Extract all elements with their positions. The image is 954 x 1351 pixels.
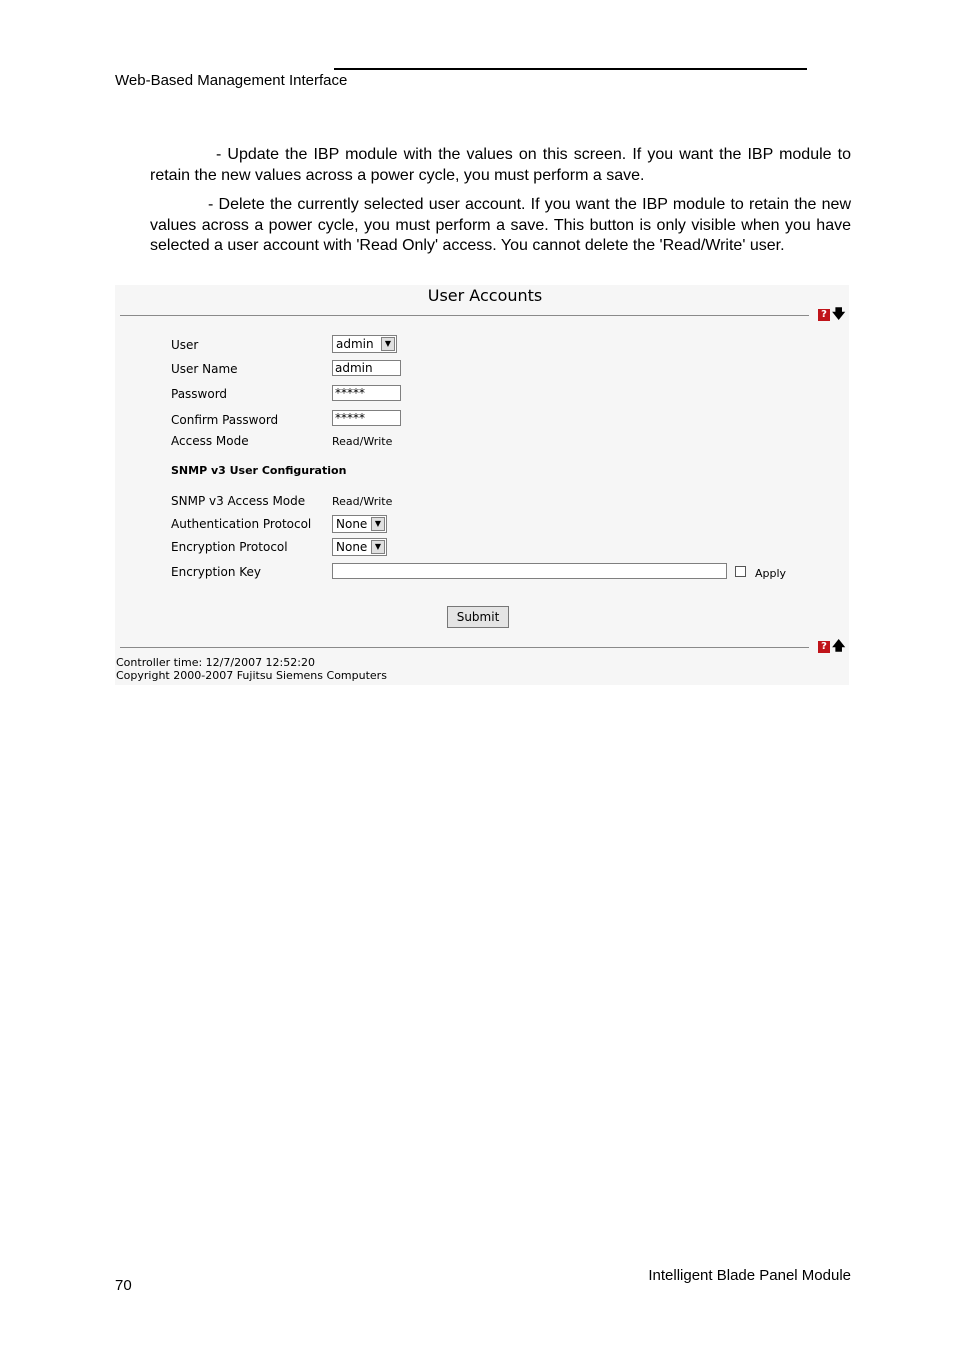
enc-protocol-select[interactable] [332,538,387,556]
user-select-value: admin [336,337,374,351]
auth-protocol-value: None [336,517,368,531]
screen-title: User Accounts [427,286,543,305]
enc-protocol-value: None [336,540,368,554]
access-mode-value: Read/Write [332,435,393,448]
bottom-divider [120,647,809,648]
help-icon[interactable]: ? [818,309,830,321]
user-accounts-screen [115,285,849,685]
product-name: Intelligent Blade Panel Module [648,1267,851,1284]
confirm-password-input[interactable]: ***** [332,410,401,426]
auth-protocol-label: Authentication Protocol [171,517,312,531]
apply-label: Apply [755,567,787,580]
snmp-section-title: SNMP v3 User Configuration [171,464,347,477]
update-description: - Update the IBP module with the values on this screen. If you want the IBP module to retain the new values across a power cycle, you must perform a save. [150,146,851,184]
password-input[interactable]: ***** [332,385,401,401]
username-input[interactable]: admin [332,360,401,376]
top-divider [120,315,809,316]
delete-description: - Delete the currently selected user account. If you want the IBP module to retain the new values across a power cycle, you must perform a save. This button is only visible when you have selected a user account with 'Read Only' access. You cannot delete the 'Read/Write' user. [150,196,851,254]
header-rule [334,68,807,70]
snmp-access-label: SNMP v3 Access Mode [171,494,306,508]
chevron-down-icon: ▼ [371,517,385,531]
help-icon[interactable]: ? [818,641,830,653]
submit-button[interactable]: Submit [447,606,509,628]
enc-key-input[interactable] [332,563,727,579]
enc-protocol-label: Encryption Protocol [171,540,288,554]
controller-time: Controller time: 12/7/2007 12:52:20 [116,656,315,669]
user-label: User [171,338,199,352]
access-mode-label: Access Mode [171,434,249,448]
arrow-up-icon[interactable]: 🡅 [832,639,846,654]
username-label: User Name [171,362,238,376]
confirm-password-label: Confirm Password [171,413,279,427]
chevron-down-icon: ▼ [371,540,385,554]
enc-key-label: Encryption Key [171,565,261,579]
user-select[interactable] [332,335,397,353]
apply-checkbox[interactable] [735,566,746,577]
page-number: 70 [115,1277,132,1294]
chevron-down-icon: ▼ [381,337,395,351]
arrow-down-icon[interactable]: 🡇 [832,307,846,322]
auth-protocol-select[interactable] [332,515,387,533]
snmp-access-value: Read/Write [332,495,393,508]
password-label: Password [171,387,228,401]
header-title: Web-Based Management Interface [115,72,348,89]
copyright: Copyright 2000-2007 Fujitsu Siemens Computers [116,669,387,682]
